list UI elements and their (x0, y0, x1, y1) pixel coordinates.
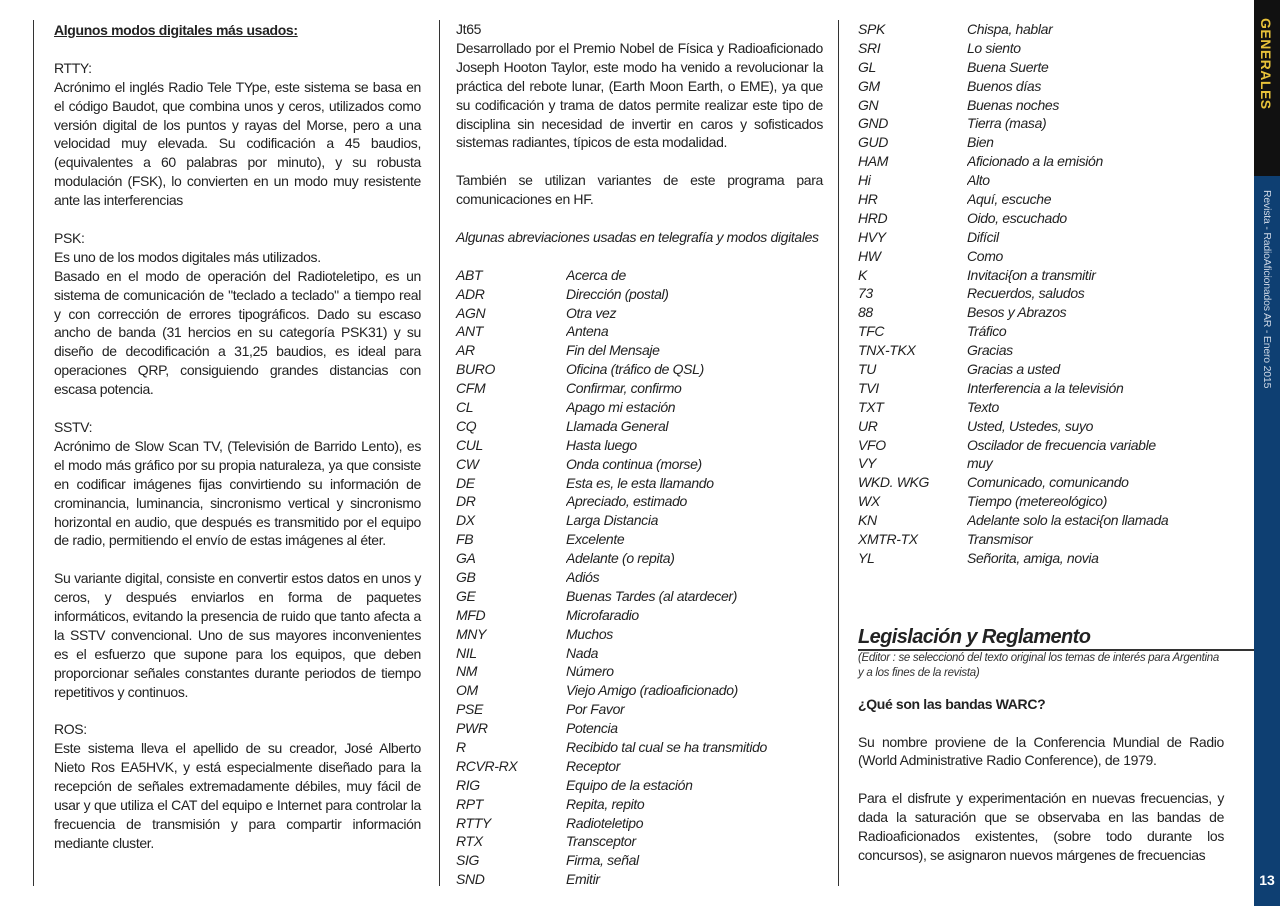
abbreviation-row (456, 285, 823, 304)
abbreviation-meaning: Difícil (967, 228, 999, 245)
abbreviation-meaning: Texto (967, 398, 999, 415)
abbreviation-row (858, 549, 1224, 568)
abbreviation-row (858, 511, 1224, 530)
psk-title: PSK: (54, 229, 85, 246)
abbreviation-code: YL (858, 549, 875, 566)
abbreviation-code: PSE (456, 701, 483, 718)
abbreviation-meaning: Bien (967, 134, 994, 151)
warc-text-2: Para el disfrute y experimentación en nuevas frecuencias, y dada la saturación que se observaba en las bandas de Radioaficionados existentes, (sobre todo durante los concursos), se asignaron nuevos márgenes de frecuencias (858, 790, 1224, 863)
abbreviation-code: ANT (456, 323, 483, 340)
abbreviation-code: DX (456, 512, 475, 529)
abbreviations-list-1 (456, 266, 823, 889)
abbreviation-row (456, 568, 823, 587)
abbreviation-code: WKD. WKG (858, 474, 930, 491)
abbreviation-meaning: Nada (566, 644, 599, 661)
abbreviation-code: GA (456, 550, 476, 567)
abbreviation-code: Hi (858, 172, 871, 189)
abbreviation-meaning: muy (967, 455, 993, 472)
abbreviation-row (456, 398, 823, 417)
abbreviation-meaning: Por Favor (566, 701, 625, 718)
abbreviation-code: MNY (456, 625, 487, 642)
abbreviation-row (858, 379, 1224, 398)
abbreviation-code: RCVR-RX (456, 757, 518, 774)
abbreviation-code: ABT (456, 266, 483, 283)
abbreviation-row (456, 530, 823, 549)
abbreviation-code: HVY (858, 228, 886, 245)
abbreviation-meaning: Como (967, 247, 1003, 264)
abbreviation-meaning: Buenas Tardes (al atardecer) (566, 587, 738, 604)
warc-question: ¿Qué son las bandas WARC? (858, 695, 1046, 712)
abbreviation-row (456, 266, 823, 285)
abbreviation-code: GB (456, 568, 476, 585)
abbreviation-meaning: Viejo Amigo (radioaficionado) (566, 682, 738, 699)
jt65-title: Jt65 (456, 21, 482, 37)
abbreviation-meaning: Invitaci{on a transmitir (967, 266, 1096, 283)
abbreviation-row (456, 379, 823, 398)
abbreviation-row (456, 360, 823, 379)
column-abbreviations-legislation (858, 20, 1224, 865)
abbreviation-meaning: Radioteletipo (566, 814, 644, 831)
abbreviation-code: ADR (456, 285, 485, 302)
abbreviation-row (456, 662, 823, 681)
ros-title: ROS: (54, 721, 87, 738)
abbreviation-row (456, 681, 823, 700)
abbreviation-meaning: Oido, escuchado (967, 209, 1067, 226)
abbreviation-meaning: Excelente (566, 531, 625, 548)
abbreviation-row (456, 417, 823, 436)
abbreviation-code: SRI (858, 39, 881, 56)
abbreviation-code: MFD (456, 606, 486, 623)
abbreviation-code: SND (456, 871, 485, 888)
sstv-text-2: Su variante digital, consiste en convertir estos datos en unos y ceros, y después enviarlos en forma de paquetes informáticos, evitando la presencia de ruido que tanto afecta a la SSTV convencional. Uno de sus mayores inconvenientes es el esfuerzo que supone para los equipos, que deben proporcionar señales constantes durante periodos de tiempo repetitivos y continuos. (54, 570, 421, 700)
abbreviation-code: HW (858, 247, 881, 264)
abbreviation-code: GND (858, 115, 889, 132)
abbreviation-meaning: Hasta luego (566, 436, 637, 453)
abbreviation-row (456, 511, 823, 530)
abbreviation-code: TNX-TKX (858, 342, 916, 359)
abbreviation-meaning: Fin del Mensaje (566, 342, 660, 359)
abbreviation-row (858, 473, 1224, 492)
abbreviation-code: BURO (456, 361, 496, 378)
abbreviation-row (456, 644, 823, 663)
abbreviation-meaning: Adelante (o repita) (566, 550, 675, 567)
abbreviation-code: RTTY (456, 814, 491, 831)
page-number: 13 (1259, 872, 1275, 888)
abbreviation-code: DR (456, 493, 476, 510)
abbreviation-row (858, 530, 1224, 549)
abbreviation-meaning: Número (566, 663, 614, 680)
abbreviation-code: HRD (858, 209, 888, 226)
abbreviation-code: CW (456, 455, 479, 472)
psk-line: Es uno de los modos digitales más utilizados. (54, 248, 321, 265)
abbreviation-meaning: Gracias (967, 342, 1013, 359)
abbreviation-row (858, 58, 1224, 77)
abbreviation-code: DE (456, 474, 475, 491)
abbreviation-meaning: Buenas noches (967, 96, 1059, 113)
abbreviation-meaning: Apreciado, estimado (566, 493, 687, 510)
abbreviation-row (858, 341, 1224, 360)
abbreviation-code: AR (456, 342, 475, 359)
abbreviation-row (858, 284, 1224, 303)
abbreviation-code: GE (456, 587, 476, 604)
abbreviation-row (456, 322, 823, 341)
abbreviation-meaning: Apago mi estación (566, 398, 676, 415)
digital-modes-heading: Algunos modos digitales más usados: (54, 22, 298, 38)
abbreviation-code: FB (456, 531, 474, 548)
abbreviation-row (456, 757, 823, 776)
abbreviation-meaning: Usted, Ustedes, suyo (967, 417, 1094, 434)
abbreviation-row (858, 398, 1224, 417)
abbreviation-meaning: Aquí, escuche (967, 191, 1052, 208)
abbreviation-meaning: Adelante solo la estaci{on llamada (967, 512, 1169, 529)
abbreviation-code: RIG (456, 776, 480, 793)
column-divider-right (838, 20, 839, 886)
abbreviation-row (456, 700, 823, 719)
abbreviation-meaning: Buenos días (967, 77, 1041, 94)
abbreviation-row (858, 228, 1224, 247)
abbreviation-row (858, 152, 1224, 171)
abbreviation-row (858, 436, 1224, 455)
abbreviation-code: GN (858, 96, 879, 113)
abbreviation-row (456, 625, 823, 644)
abbreviation-row (858, 39, 1224, 58)
abbreviation-row (858, 417, 1224, 436)
abbreviation-meaning: Llamada General (566, 417, 669, 434)
rtty-text: Acrónimo el inglés Radio Tele TYpe, este sistema se basa en el código Baudot, que combina unos y ceros, utilizados como versión digital de los puntos y rayas del Morse, pero a una velocidad muy elevada. Su codificación a 45 baudios, (equivalentes a 60 palabras por minuto), y su robusta modulación (FSK), lo convierten en un modo muy resistente ante las interferencias (54, 78, 421, 209)
warc-text-1: Su nombre proviene de la Conferencia Mundial de Radio (World Administrative Radio Conference), de 1979. (858, 733, 1224, 769)
abbreviation-meaning: Oficina (tráfico de QSL) (566, 361, 704, 378)
abbreviation-meaning: Otra vez (566, 304, 617, 321)
sstv-text: Acrónimo de Slow Scan TV, (Televisión de Barrido Lento), es el modo más gráfico por su propia naturaleza, ya que consiste en codificar imágenes fijas convirtiendo su información de crominancia, luminancia, sincronismo vertical y sincronismo horizontal en audio, que después es transmitido por el equipo de radio, permitiendo el envío de estas imágenes al éter. (54, 437, 421, 549)
abbreviation-meaning: Dirección (postal) (566, 285, 669, 302)
abbreviation-row (858, 209, 1224, 228)
column-digital-modes (54, 21, 421, 853)
abbreviation-code: VFO (858, 436, 886, 453)
abbreviation-meaning: Receptor (566, 757, 621, 774)
abbreviation-row (858, 266, 1224, 285)
variants-text: También se utilizan variantes de este programa para comunicaciones en HF. (456, 172, 823, 208)
abbreviation-meaning: Recibido tal cual se ha transmitido (566, 739, 767, 755)
abbreviation-row (456, 304, 823, 323)
abbreviation-meaning: Tiempo (metereológico) (967, 493, 1108, 510)
column-jt65-abbreviations (456, 20, 823, 889)
abbreviation-code: K (858, 266, 867, 283)
ros-text: Este sistema lleva el apellido de su creador, José Alberto Nieto Ros EA5HVK, y está especialmente diseñado para la recepción de señales extremadamente débiles, muy fácil de usar y que utiliza el CAT del equipo e Internet para controlar la frecuencia de transmisión y para compartir información mediante cluster. (54, 740, 421, 851)
abbreviation-code: R (456, 739, 466, 755)
abbreviation-row (858, 114, 1224, 133)
abbreviation-code: VY (858, 455, 876, 472)
abbreviation-meaning: Potencia (566, 720, 618, 737)
abbreviation-row (456, 776, 823, 795)
abbreviation-row (456, 870, 823, 889)
abbreviation-row (456, 851, 823, 870)
abbreviation-meaning: Onda continua (morse) (566, 455, 702, 472)
abbreviation-meaning: Recuerdos, saludos (967, 285, 1085, 302)
abbreviation-code: AGN (456, 304, 486, 321)
abbreviation-code: UR (858, 417, 878, 434)
abbreviation-code: RTX (456, 833, 483, 850)
abbreviation-code: HAM (858, 153, 889, 170)
section-label: GENERALES (1258, 18, 1274, 110)
column-divider-middle (439, 20, 440, 886)
abbreviation-row (858, 303, 1224, 322)
abbreviation-meaning: Interferencia a la televisión (967, 379, 1124, 396)
abbreviation-row (858, 454, 1224, 473)
abbreviation-meaning: Larga Distancia (566, 512, 659, 529)
abbreviation-code: SIG (456, 852, 480, 869)
abbreviation-code: CFM (456, 380, 486, 397)
abbreviation-meaning: Tierra (masa) (967, 115, 1047, 132)
abbreviation-code: HR (858, 191, 878, 208)
abbreviation-meaning: Antena (566, 323, 609, 340)
abbreviation-meaning: Emitir (566, 871, 600, 888)
abbreviation-row (456, 549, 823, 568)
abbreviation-code: OM (456, 682, 478, 699)
abbreviation-row (456, 606, 823, 625)
abbreviation-meaning: Repita, repito (566, 795, 645, 812)
abbreviation-code: KN (858, 512, 877, 529)
abbreviation-meaning: Equipo de la estación (566, 776, 693, 793)
abbreviation-meaning: Microfaradio (566, 606, 639, 623)
abbreviation-meaning: Esta es, le esta llamando (566, 474, 714, 491)
abbreviation-meaning: Alto (967, 172, 990, 189)
abbreviation-row (858, 360, 1224, 379)
abbreviation-row (456, 832, 823, 851)
abbreviation-row (456, 474, 823, 493)
abbreviation-row (456, 492, 823, 511)
legislation-section-title: Legislación y Reglamento (858, 628, 1254, 651)
magazine-label: Revista - RadioAficionados AR - Enero 2015 (1261, 190, 1273, 389)
abbreviation-row (858, 171, 1224, 190)
abbreviation-row (858, 77, 1224, 96)
abbreviation-code: NM (456, 663, 478, 680)
abbreviation-meaning: Transmisor (967, 531, 1033, 548)
abbreviation-code: CQ (456, 417, 477, 434)
abbreviation-code: XMTR-TX (858, 531, 918, 548)
abbreviation-meaning: Señorita, amiga, novia (967, 549, 1099, 566)
abbreviation-meaning: Aficionado a la emisión (967, 153, 1103, 170)
abbreviation-code: GL (858, 58, 876, 75)
abbreviation-meaning: Confirmar, confirmo (566, 380, 682, 397)
psk-text: Basado en el modo de operación del Radioteletipo, es un sistema de comunicación de "teclado a teclado" a tiempo real y con corrección de errores tipográficos. Dado su escaso ancho de banda (31 hercios en su categoría PSK31) y su diseño de decodificación a 31,25 baudios, es ideal para operaciones QRP, consiguiendo grandes distancias con escasa potencia. (54, 267, 421, 398)
abbreviation-row (858, 133, 1224, 152)
abbreviations-heading: Algunas abreviaciones usadas en telegrafía y modos digitales (456, 228, 819, 245)
abbreviation-meaning: Adiós (566, 568, 600, 585)
abbreviation-meaning: Lo siento (967, 39, 1021, 56)
abbreviation-meaning: Buena Suerte (967, 58, 1049, 75)
editor-note: (Editor : se seleccionó del texto original los temas de interés para Argentina y a los fines de la revista) (858, 651, 1219, 679)
abbreviation-row (858, 190, 1224, 209)
abbreviation-row (456, 795, 823, 814)
abbreviation-meaning: Besos y Abrazos (967, 304, 1067, 321)
abbreviation-row (456, 814, 823, 833)
abbreviation-code: SPK (858, 21, 885, 37)
abbreviation-row (456, 719, 823, 738)
abbreviation-row (858, 20, 1224, 39)
abbreviation-meaning: Comunicado, comunicando (967, 474, 1129, 491)
abbreviation-code: PWR (456, 720, 488, 737)
abbreviation-meaning: Chispa, hablar (967, 21, 1053, 37)
abbreviation-row (858, 247, 1224, 266)
sstv-title: SSTV: (54, 418, 93, 435)
abbreviation-meaning: Gracias a usted (967, 361, 1060, 378)
abbreviation-meaning: Muchos (566, 625, 613, 642)
abbreviation-row (456, 455, 823, 474)
abbreviation-code: WX (858, 493, 880, 510)
abbreviation-meaning: Oscilador de frecuencia variable (967, 436, 1156, 453)
abbreviation-meaning: Tráfico (967, 323, 1007, 340)
abbreviation-code: GUD (858, 134, 889, 151)
abbreviation-code: 73 (858, 285, 873, 302)
abbreviation-row (858, 492, 1224, 511)
abbreviation-code: TXT (858, 398, 884, 415)
abbreviation-code: RPT (456, 795, 483, 812)
abbreviation-code: TVI (858, 379, 879, 396)
abbreviation-row (456, 587, 823, 606)
abbreviation-row (456, 738, 823, 757)
abbreviation-row (456, 436, 823, 455)
abbreviation-meaning: Transceptor (566, 833, 636, 850)
abbreviation-code: 88 (858, 304, 873, 321)
abbreviation-code: GM (858, 77, 880, 94)
abbreviation-meaning: Acerca de (566, 266, 626, 283)
abbreviation-row (858, 96, 1224, 115)
abbreviations-list-2 (858, 20, 1224, 568)
abbreviation-meaning: Firma, señal (566, 852, 639, 869)
abbreviation-code: TU (858, 361, 876, 378)
jt65-text: Desarrollado por el Premio Nobel de Física y Radioaficionado Joseph Hooton Taylor, este modo ha venido a revolucionar la práctica del rebote lunar, (Earth Moon Earth, o EME), ya que su codificación y trama de datos permite realizar este tipo de disciplina sin necesidad de invertir en caros y sofisticados sistemas radiantes, típicos de esta modalidad. (456, 39, 823, 151)
rtty-title: RTTY: (54, 59, 92, 76)
abbreviation-code: TFC (858, 323, 885, 340)
abbreviation-row (456, 341, 823, 360)
column-divider-left (33, 20, 34, 886)
abbreviation-code: CL (456, 398, 474, 415)
abbreviation-code: CUL (456, 436, 483, 453)
abbreviation-code: NIL (456, 644, 477, 661)
abbreviation-row (858, 322, 1224, 341)
